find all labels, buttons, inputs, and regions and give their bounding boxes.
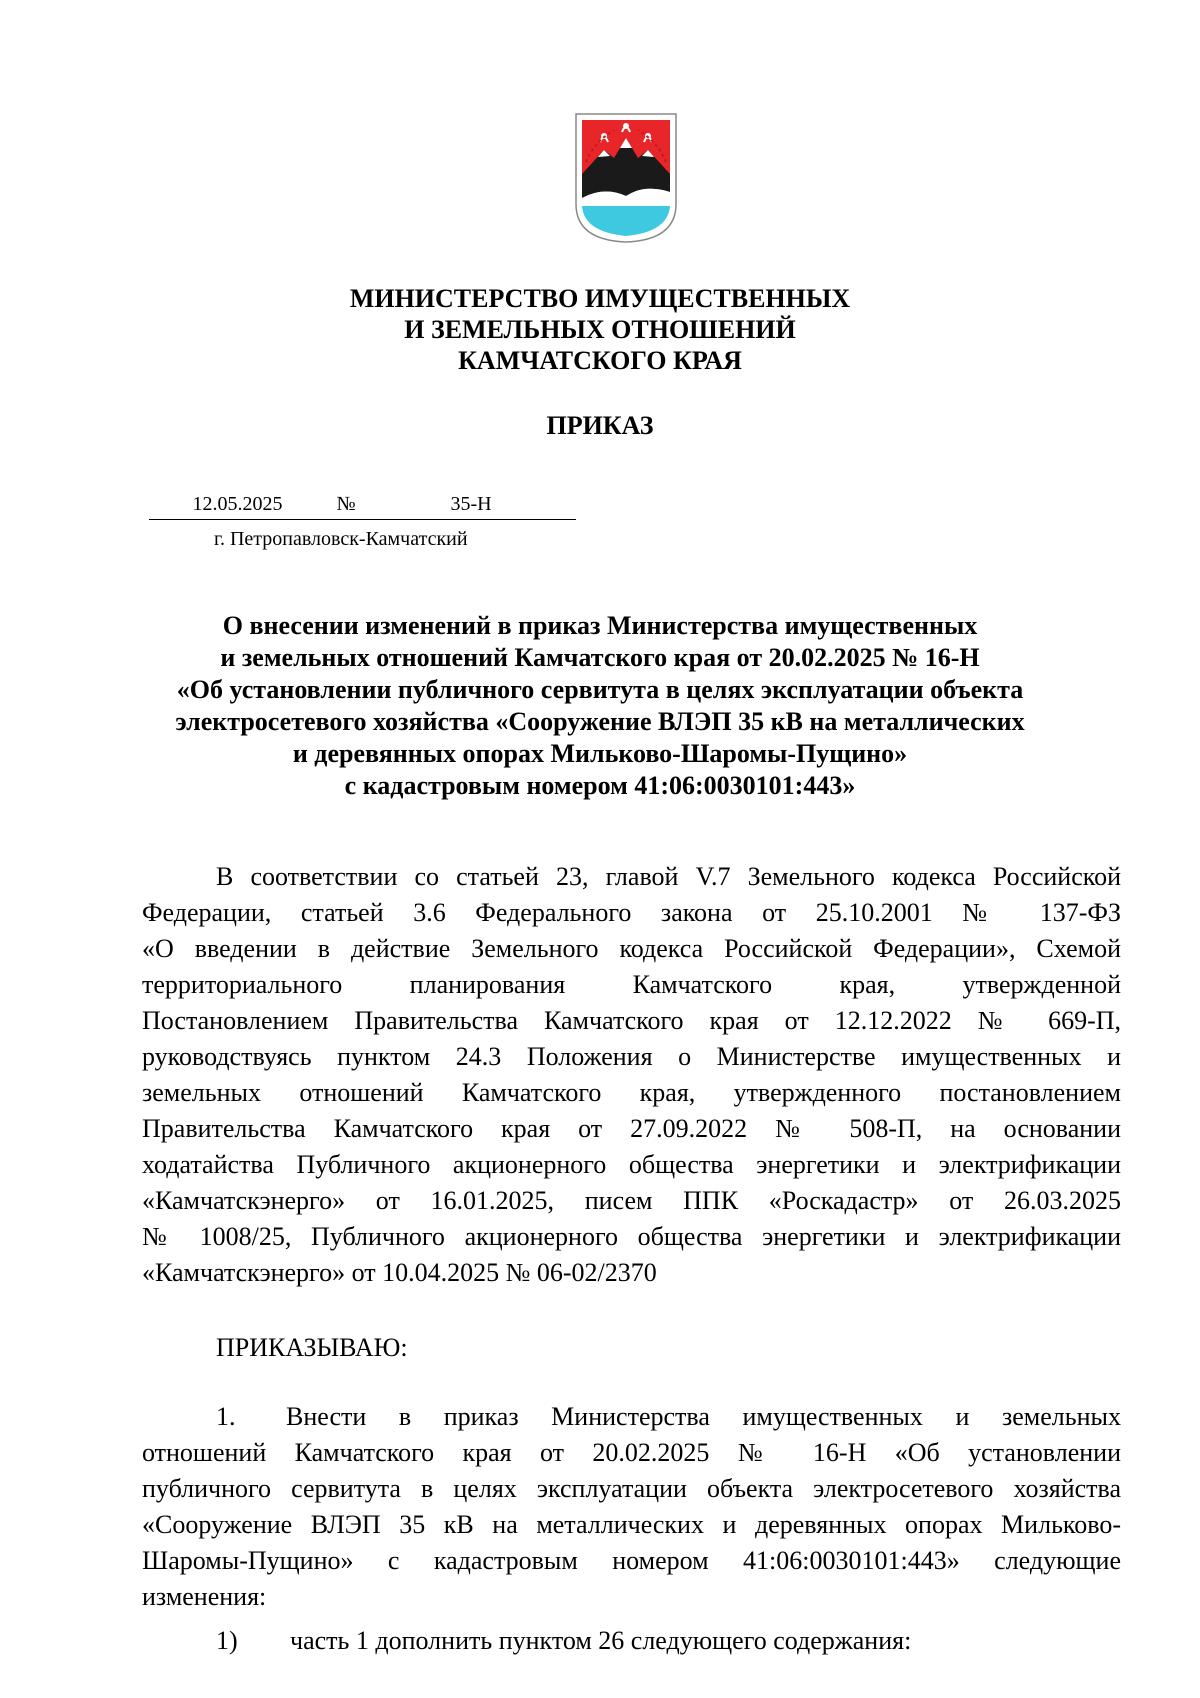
text-line: земельных отношений Камчатского края, утвержденного постановлением (142, 1078, 1121, 1107)
text-line: руководствуясь пунктом 24.3 Положения о Министерстве имущественных и (142, 1042, 1121, 1071)
text-line: публичного сервитута в целях эксплуатации объекта электросетевого хозяйства (142, 1474, 1121, 1503)
text-line: «Камчатскэнерго» от 10.04.2025 № 06-02/2370 (142, 1258, 657, 1287)
subitem-1 (216, 1623, 911, 1659)
order-date: 12.05.2025 (149, 492, 326, 520)
text-line: № 1008/25, Публичного акционерного общества энергетики и электрификации (142, 1222, 1121, 1251)
number-sign: № (326, 492, 366, 520)
subject-line: электросетевого хозяйства «Сооружение ВЛЭП 35 кВ на металлических (175, 707, 1025, 736)
organization-line: И ЗЕМЕЛЬНЫХ ОТНОШЕНИЙ (404, 315, 796, 344)
subject-line: и деревянных опорах Мильково-Шаромы-Пущино» (292, 739, 908, 768)
subject-line: О внесении изменений в приказ Министерства имущественных (222, 611, 978, 640)
item-1 (142, 1399, 1121, 1615)
text-line: «Сооружение ВЛЭП 35 кВ на металлических и деревянных опорах Мильково- (142, 1510, 1121, 1539)
text-line: Федерации, статьей 3.6 Федерального закона от 25.10.2001 № 137-ФЗ (142, 898, 1121, 927)
item-text: Внести в приказ Министерства имущественных и земельных (286, 1402, 1121, 1431)
text-line: отношений Камчатского края от 20.02.2025 № 16-Н «Об установлении (142, 1438, 1121, 1467)
order-number: 35-Н (366, 492, 576, 520)
city: г. Петропавловск-Камчатский (214, 528, 468, 550)
text-line: территориального планирования Камчатского края, утвержденной (142, 970, 1121, 999)
text-line: В соответствии со статьей 23, главой V.7 Земельного кодекса Российской (216, 862, 1121, 891)
organization-name (0, 283, 1200, 376)
text-line: Правительства Камчатского края от 27.09.2022 № 508-П, на основании (142, 1114, 1121, 1143)
order-word: ПРИКАЗЫВАЮ: (216, 1333, 408, 1362)
text-line: «О введении в действие Земельного кодекса Российской Федерации», Схемой (142, 934, 1121, 963)
text-line: «Камчатскэнерго» от 16.01.2025, писем ППК «Роскадастр» от 26.03.2025 (142, 1186, 1121, 1215)
order-subject (0, 610, 1200, 802)
organization-line: МИНИСТЕРСТВО ИМУЩЕСТВЕННЫХ (349, 284, 851, 313)
subject-line: с кадастровым номером 41:06:0030101:443» (344, 771, 856, 800)
text-line: изменения: (142, 1582, 267, 1611)
item-1-first-line (142, 1399, 1121, 1435)
text-line: ходатайства Публичного акционерного общества энергетики и электрификации (142, 1150, 1121, 1179)
justification-paragraph (142, 859, 1121, 1291)
coat-of-arms-icon (574, 112, 678, 244)
document-type: ПРИКАЗ (546, 411, 654, 440)
item-number: 1. (216, 1402, 236, 1431)
text-line: Шаромы-Пущино» с кадастровым номером 41:06:0030101:443» следующие (142, 1546, 1121, 1575)
subitem-number: 1) (216, 1626, 238, 1655)
subitem-text: часть 1 дополнить пунктом 26 следующего содержания: (290, 1626, 912, 1655)
organization-line: КАМЧАТСКОГО КРАЯ (458, 346, 742, 375)
subject-line: и земельных отношений Камчатского края от 20.02.2025 № 16-Н (220, 643, 980, 672)
text-line: Постановлением Правительства Камчатского края от 12.12.2022 № 669-П, (142, 1006, 1121, 1035)
subject-line: «Об установлении публичного сервитута в целях эксплуатации объекта (176, 675, 1024, 704)
